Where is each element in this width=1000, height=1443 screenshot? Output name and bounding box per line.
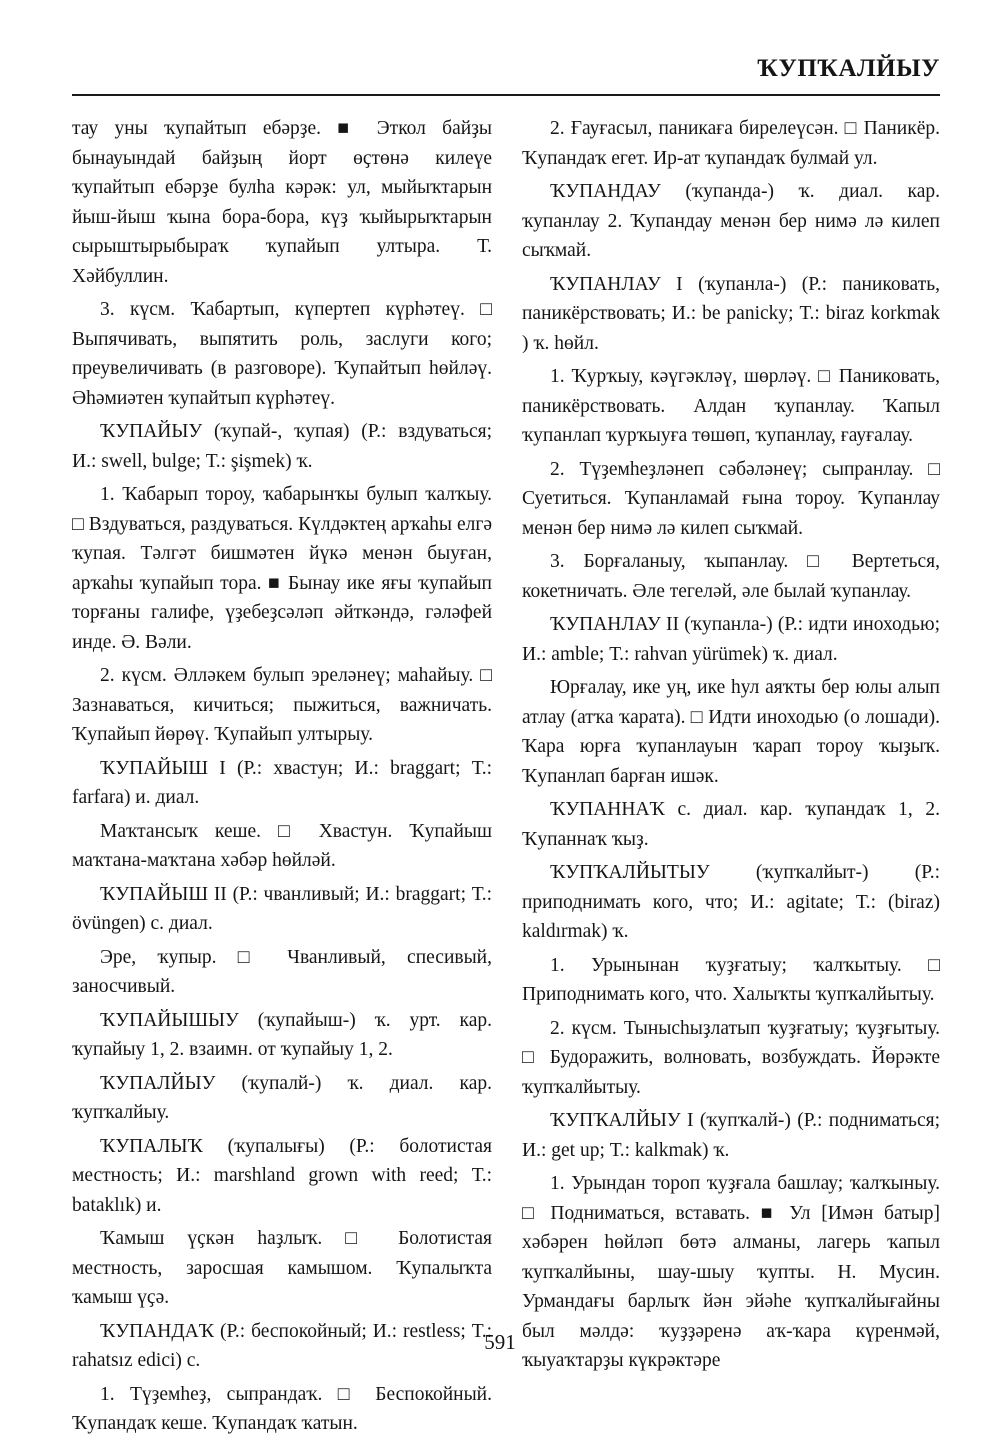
paragraph: 1. Ҡурҡыу, кәүгәкләү, шөрләү. □ Паниковать, паникёрствовать. Алдан ҡупанлау. Ҡапыл ҡупанлап ҡурҡыуға төшөп, ҡупанлау, ғауғалау. (522, 366, 940, 446)
dictionary-entry: ҠУПАЙЫШЫУ (ҡупайыш-) ҡ. урт. кар. ҡупайыу 1, 2. взаимн. от ҡупайыу 1, 2. (72, 1009, 492, 1060)
paragraph: Ҡамыш үҫкән һаҙлыҡ. □ Болотистая местность, заросшая камышом. Ҡупалыҡта ҡамыш үҫә. (72, 1228, 492, 1308)
paragraph: Маҡтансыҡ кеше. □ Хвастун. Ҡупайыш маҡтана-маҡтана хәбәр һөйләй. (72, 820, 492, 871)
paragraph: 2. Ғауғасыл, паникаға бирелеүсән. □ Паникёр. Ҡупандаҡ егет. Ир-ат ҡупандаҡ булмай ул. (522, 118, 940, 169)
dictionary-entry: ҠУПАНЛАУ I (ҡупанла-) (Р.: паниковать, паникёрствовать; И.: be panicky; Т.: biraz korkmak ) ҡ. һөйл. (522, 273, 940, 354)
dictionary-entry: ҠУПАЙЫУ (ҡупай-, ҡупая) (Р.: вздуваться; И.: swell, bulge; Т.: şişmek) ҡ. (72, 421, 492, 472)
paragraph: 3. күсм. Ҡабартып, күпертеп күрһәтеү. □ Выпячивать, выпятить роль, заслуги кого; преувеличивать (в разговоре). Ҡупайтып һөйләү. Әһәмиәтен ҡупайтып күрһәтеү. (72, 299, 492, 409)
paragraph: 1. Урынынан ҡуҙғатыу; ҡалҡытыу. □ Приподнимать кого, что. Халыҡты ҡупҡалйытыу. (522, 954, 940, 1005)
dictionary-entry: ҠУПАННАҠ с. диал. кар. ҡупандаҡ 1, 2. Ҡупаннаҡ ҡыҙ. (522, 799, 940, 850)
paragraph: 1. Түҙемһеҙ, сыпрандаҡ. □ Беспокойный. Ҡупандаҡ кеше. Ҡупандаҡ ҡатын. (72, 1383, 492, 1434)
dictionary-entry: ҠУПҠАЛЙЫТЫУ (ҡупҡалйыт-) (Р.: приподнимать кого, что; И.: agitate; Т.: (biraz) kaldırmak) ҡ. (522, 862, 940, 942)
running-head: ҠУПҠАЛЙЫУ (757, 55, 940, 82)
paragraph: 1. Ҡабарып тороу, ҡабарынҡы булып ҡалҡыу. □ Вздуваться, раздуваться. Күлдәктең арҡаһы елгә ҡупая. Тәлгәт бишмәтен йүкә менән быуған, арҡаһы ҡупайып тора. ■ Бынау ике яғы ҡупайып торғаны галифе, үҙебеҙсәләп әйткәндә, гәләфей инде. Ә. Вәли. (72, 484, 492, 653)
dictionary-entry: ҠУПАЛЙЫУ (ҡупалй-) ҡ. диал. кар. ҡупҡалйыу. (72, 1072, 492, 1123)
dictionary-entry: ҠУПАНЛАУ II (ҡупанла-) (Р.: идти иноходью; И.: amble; Т.: rahvan yürümek) ҡ. диал. (522, 614, 940, 665)
paragraph: Эре, ҡупыр. □ Чванливый, спесивый, заносчивый. (72, 946, 492, 997)
dictionary-entry: ҠУПАНДАУ (ҡупанда-) ҡ. диал. кар. ҡупанлау 2. Ҡупандау менән бер нимә лә килеп сыҡмай. (522, 181, 940, 261)
dictionary-entry: ҠУПҠАЛЙЫУ I (ҡупҡалй-) (Р.: подниматься; И.: get up; Т.: kalkmak) ҡ. (522, 1110, 940, 1161)
paragraph: 1. Урындан тороп ҡуҙғала башлау; ҡалҡыныу. □ Подниматься, вставать. ■ Ул [Имән батыр] хәбәрен һөйләп бөтә алманы, лагерь ҡапыл ҡупҡалйыны, шау-шыу ҡупты. Н. Мусин. Урмандағы барлыҡ йән эйәһе ҡупҡалйығайны был мәлдә: ҡуҙҙәренә аҡ-ҡара күренмәй, ҡыуаҡтарҙы күкрәктәре (522, 1173, 940, 1371)
paragraph: 3. Борғаланыу, ҡыпанлау. □ Вертеться, кокетничать. Әле тегеләй, әле былай ҡупанлау. (522, 551, 940, 602)
dictionary-entry: ҠУПАЙЫШ II (Р.: чванливый; И.: braggart; Т.: övüngen) с. диал. (72, 883, 492, 934)
page-number: 591 (484, 1330, 516, 1354)
header-rule (72, 94, 940, 96)
left-column (72, 114, 492, 1443)
dictionary-entry: ҠУПАНДАҠ (Р.: беспокойный; И.: restless; Т.: rahatsız edici) с. (72, 1320, 492, 1371)
paragraph: Юрғалау, ике уң, ике һул аяҡты бер юлы алып атлау (атҡа ҡарата). □ Идти иноходью (о лошади). Ҡара юрға ҡупанлауын ҡарап тороу ҡыҙыҡ. Ҡупанлап барған ишәк. (522, 677, 940, 787)
dictionary-entry: ҠУПАЛЫҠ (ҡупалығы) (Р.: болотистая местность; И.: marshland grown with reed; Т.: bataklık) и. (72, 1135, 492, 1216)
paragraph: 2. күсм. Тынысһыҙлатып ҡуҙғатыу; ҡуҙғытыу. □ Будоражить, волновать, возбуждать. Йөрәкте ҡупҡалйытыу. (522, 1017, 940, 1098)
paragraph: тау уны ҡупайтып ебәрҙе. ■ Эткол байҙы бынауындай байҙың йорт өҫтөнә килеүе ҡупайтып ебәрҙе булһа кәрәк: ул, мыйыҡтарын йыш-йыш ҡына бора-бора, күҙ ҡыйырыҡтарын сырыштырыбыраҡ ҡупайып ултыра. Т. Хәйбуллин. (72, 118, 492, 287)
dictionary-entry: ҠУПАЙЫШ I (Р.: хвастун; И.: braggart; Т.: farfara) и. диал. (72, 757, 492, 808)
paragraph: 2. күсм. Әлләкем булып эреләнеү; маһайыу. □ Зазнаваться, кичиться; пыжиться, важничать. Ҡупайып йөрөү. Ҡупайып ултырыу. (72, 665, 492, 745)
right-column (522, 114, 940, 1380)
paragraph: 2. Түҙемһеҙләнеп сәбәләнеү; сыпранлау. □ Суетиться. Ҡупанламай ғына тороу. Ҡупанлау менән бер нимә лә килеп сыҡмай. (522, 458, 940, 539)
